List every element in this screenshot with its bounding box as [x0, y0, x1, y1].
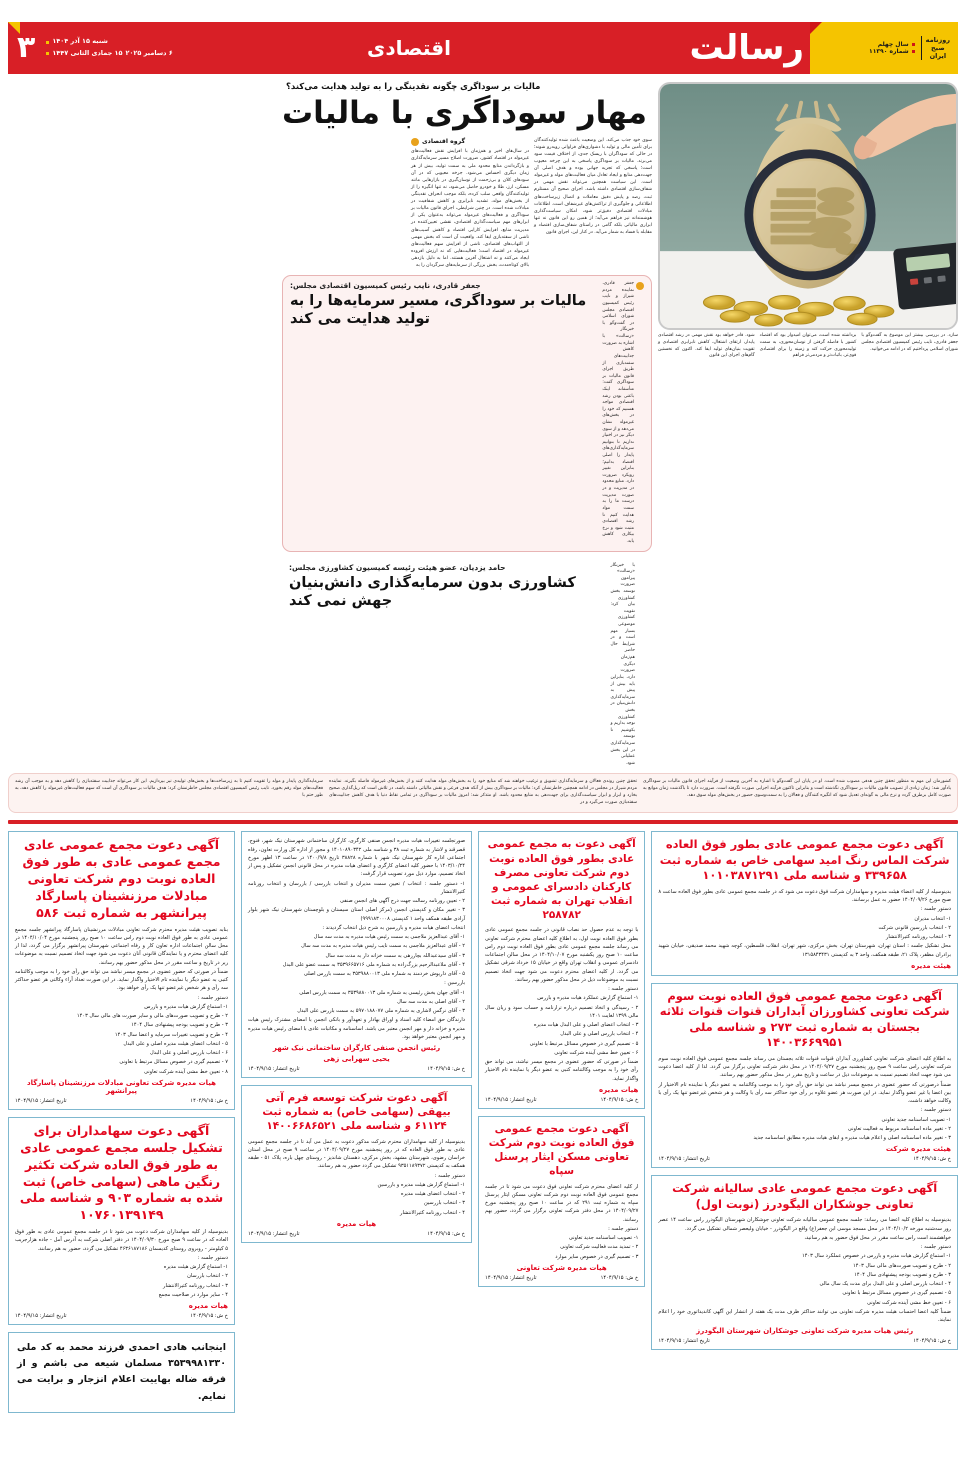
ad-title: آگهی دعوت شرکت توسعه فرم آتی بیهقی (سهامی خاص) به شماره ثبت ۶۱۱۲۴ و شناسه ملی ۱۴۰۰۶۶۸۶۵۲۱ [262, 1092, 451, 1133]
ad-date-published: تاریخ انتشار: ۱۴۰۴/۹/۱۵ [248, 1066, 300, 1073]
ad-paragraph: ۳ - تصمیم گیری در خصوص سایر موارد [555, 1253, 639, 1260]
ad-pasargad-piranshahr [8, 831, 235, 1110]
ad-paragraph: انتخاب اعضای هیات مدیره و بازرسین به شرح ذیل انتخاب گردیدند : [322, 924, 466, 931]
ad-body [248, 837, 465, 1041]
ad-signature: هیئت مدیره [911, 961, 951, 970]
ad-date-published: تاریخ انتشار: ۱۴۰۴/۹/۱۵ [14, 1097, 67, 1104]
bullet-icon [912, 43, 915, 46]
ad-paragraph: ۳ - آقای سیدعبدالله بچارزهی به سمت خزانه دار به مدت سه سال [325, 952, 466, 959]
ad-title: آگهی دعوت مجمع عمومی عادی سالیانه شرکت تعاونی جوشکاران الیگودرز (نوبت اول) [672, 1181, 938, 1211]
ad-paragraph: ۲ - طرح و تصویب صورت‌های مالی سال ۱۴۰۳ [852, 1262, 951, 1269]
masthead [8, 22, 958, 74]
ad-signature: رئیس انجمن صنفی کارگران ساختمانی نیک شهر [272, 1044, 441, 1053]
ad-paragraph: دستور جلسه : [920, 906, 951, 913]
ad-date-published: تاریخ انتشار: ۱۴۰۴/۹/۱۵ [485, 1274, 537, 1281]
quote-2-heading-block [289, 563, 604, 610]
classifieds-grid [8, 831, 958, 1412]
newspaper-page [0, 22, 966, 1462]
year-label: سال چهلم [877, 41, 909, 48]
bullet-circle-icon [636, 282, 644, 290]
quote-1-heading-block [290, 281, 596, 328]
quote-1-body-text: جعفر قادری، نماینده مردم شیراز و نایب رئیس کمیسیون اقتصادی مجلس شورای اسلامی در گفت‌وگو با خبرنگار «رسالت» با اشاره به ضرورت کاهش جذابیت‌های سفته‌بازی از طریق اجرای قانون مالیات بر سوداگری گفت: متأسفانه اینک باعثی بودن رشد اقتصادی مواجه هستیم که خود را در بخش‌های غیرمولد نشان می‌دهد و از سوی دیگر نیز در اختیار نداریم تا بتوانیم سرمایه‌گذاری‌های پایدار را اصلی اقتصاد بدانیم؛ بنابراین تغییر رویکرد ضرورت دارد. منابع محدود در مدیریت و در صورت مدیریت درست ما را به سمت مواد هدایت کنیم تا رشد اقتصادی مثبت شود و نرخ بیکاری کاهش یابد. [602, 281, 634, 544]
masthead-issue-block [810, 22, 958, 74]
quote-2-body-text: با خبرنگار «رسالت» پیرامون ضرورت توسعه بخش کشاورزی بیان کرد: تقویت کشاورزی موضوعی بسیار مهم است و در شرایط حال حاضر هم‌زمان دیگری ضرورت دارد، بنابراین باید بیش از پیش به سرمایه‌گذاری دانش‌بنیان در بخش کشاورزی توجه بداریم و بکوشیم تا توسعه سرمایه‌گذاری در این بخش عملیاتی شود. [610, 562, 635, 766]
ad-date-published: تاریخ انتشار: ۱۴۰۴/۹/۱۵ [485, 1096, 537, 1103]
strip-col-3: کشورمان این مهم به منظور تحقق چنین هدفی مصوب شده است. او در پایان این گفت‌وگو با اشاره به آخرین وضعیت از فرآیند اجرای قانون مالیات بر سوداگری یادآور شد: زمان زیادی از تصویب قانون مالیات بر سوداگری نگذشته است و بنابراین تاکنون فرآیند اجرایی صورت نگرفته است. ضرورت دارد تا باگذشت زمان موانع به صورت کامل برطرف گردد و نرخ مالی به گونه‌ای تعدیل شود که انگیزه کنندگان و فعالان را به سمت‌وسوی حضور در بخش‌های مولد سوق دهد. [643, 779, 951, 799]
ad-paragraph: دستور جلسه : [434, 1172, 466, 1179]
ad-paragraph: ۸ - تعیین خط مشی آینده شرکت تعاونی [143, 1068, 229, 1075]
ad-paragraph: دستور جلسه : [197, 994, 229, 1001]
ad-paragraph: بنابه تصویب هیئت مدیره محترم شرکت تعاونی مبادلات مرزنشینان پاسارگاد پیرانشهر جلسه مجمع عمومی عادی به طور فوق العاده نوبت دوم راس ساعت ۱۰ صبح روز پنجشنبه مورخ ۱۴۰۴/۱۰/۰۴ در محل سالن اجتماعات اداره تعاون کار و رفاه اجتماعی شهرستان پیرانشهر برگزار می گردد، لذا از کلیه اعضای محترم و یا نمایندگان قانونی آنان دعوت می شود جهت اتخاذ تصمیم نسبت به موضوعات زیر در تاریخ و ساعت مقرر در محل مذکور حضور بهم رسانند. [14, 926, 229, 966]
ad-paragraph: دارندگان حق امضاء کلیه اسناد و اوراق بهادار و تعهدآور و بانکی انجمن با امضای مشترک رئیس هیات مدیره و خزانه دار و مهر انجمن معتبر می باشد. اساسنامه و مکاتبات عادی با امضای رئیس هیات مدیره و مهر انجمن معتبر خواهد بود. [248, 1017, 466, 1040]
ad-paragraph: از کلیه اعضای محترم شرکت تعاونی فوق دعوت می شود تا در جلسه مجمع عمومی فوق العاده نوبت دوم شرکت تعاونی مسکن ایثار پرسنل سپاه به شماره ثبت ۲۹۱ که در ساعت ۱۰ صبح روز پنجشنبه مورخ ۱۴۰۴/۰۹/۲۷ در محل دفتر شرکت تعاونی برگزار می گردد، حضور بهم رسانند. [485, 1183, 639, 1223]
ad-almas-rang-omid [651, 831, 958, 976]
ad-dates [248, 1066, 465, 1072]
lead-kicker: مالیات بر سوداگری چگونه نقدینگی را به تولید هدایت می‌کند؟ [286, 82, 541, 92]
logo-line-3: ایران [929, 52, 947, 61]
ad-date-secondary: خ ش: ۱۴۰۴/۹/۱۵ [600, 1096, 639, 1103]
ad-paragraph: با توجه به عدم حصول حد نصاب قانونی در جلسه مجمع عمومی عادی بطور فوق العاده نوبت اول، به اطلاع کلیه اعضای محترم شرکت تعاونی می رساند جلسه مجمع عمومی عادی بطور فوق العاده نوبت دوم راس ساعت ۱۰ صبح روز یکشنبه مورخ ۱۴۰۴/۱۰/۰۷ در محل سالن اجتماعات دادسرای عمومی و انقلاب تهران واقع در خیابان ۱۵ خرداد شرقی تشکیل می گردد. از کلیه اعضای محترم دعوت می شود جهت اتخاذ تصمیم نسبت به موضوعات ذیل در محل مذکور حضور بهم رسانند. [485, 927, 639, 983]
ad-paragraph: ۶ - انتخاب بازرس اصلی و علی البدل [149, 1050, 229, 1057]
paper-logo-mini [921, 36, 950, 60]
ad-signature-name: یحیی سهرابی زهی [323, 1055, 390, 1064]
ad-paragraph: بدینوسیله به اطلاع کلیه اعضا می رساند: جلسه مجمع عمومی سالیانه شرکت تعاونی جوشکاران شهرستان الیگودرز راس ساعت ۱۴ عصر روز سه‌شنبه مورخه ۱۴۰۴/۱۰/۲ در محل مسجد موسی ابن جعفر(ع) واقع در الیگودرز - خیابان ولیعصر شمالی تشکیل می گردد. [658, 1217, 951, 1232]
ads-column-1 [651, 831, 958, 1350]
ad-dates [485, 1275, 638, 1281]
date-lunar: ۱۵ جمادی الثانی ۱۴۴۷ [52, 49, 123, 57]
ad-dates [485, 1097, 638, 1103]
ad-paragraph: ضمناً درصورتی که حضور عضوی در مجمع میسر نباشد می تواند حق رأی خود را به موجب وکالتنامه به عضو دیگر یا نماینده تام الاختیار از بین اعضا یا غیر عضو واگذار نماید. در این صورت هر عضو علاوه بر رأی خود حداکثر سه رأی با وکالت و هر شخص غیرعضو تنها یک رأی با وکالت خواهد داشت. [658, 1081, 951, 1105]
bullet-icon [46, 41, 49, 44]
ad-paragraph: ۳ - آقای نرگس لاشاری به شماره ملی ۵۹۷۰۱۸۸۰۷۷ به سمت بازرس علی البدل [297, 1008, 466, 1015]
ad-date-published: تاریخ انتشار: ۱۴۰۴/۹/۱۵ [658, 1338, 710, 1345]
ad-paragraph: ۴ - سایر موارد در صلاحیت مجمع [158, 1291, 229, 1298]
ad-paragraph: ۱- استماع گزارش عملکرد هیات مدیره و بازرس [537, 995, 639, 1002]
ad-takhsir-rangin-mahi [8, 1117, 235, 1325]
ad-body [248, 1138, 465, 1217]
ad-paragraph: ۶ - تعیین خط مشی آینده شرکت تعاونی [866, 1299, 951, 1306]
lead-body-col-2 [534, 137, 652, 269]
ad-paragraph: ۵ - انتخاب اعضای هیئت مدیره اصلی و علی البدل [123, 1040, 229, 1047]
lead-body-text-2: سوی خود جذب می‌کند. این وضعیت باعث شده تولیدکنندگان برای تأمین مالی و تولید با دشواری‌های فراوانی روبه‌رو شوند؛ در حالی که سوداگران با ریسک جدی، از اختلاف قیمت سود می‌برند. مالیات بر سوداگری پاسخی به این چرخه معیوب است؛ پاسخی که تجربه جهانی بوده و هدف اصلی آن جهت‌دهی منابع و ایجاد تعادل میان فعالیت‌های مولد و غیرمولد است. این سیاست همچنین می‌تواند نقش مهمی در شفاف‌سازی اقتصادی داشته باشد. اجرای صحیح آن مستلزم ثبت، رصد و پایش دقیق معاملات و اتصال زیرساخت‌های اطلاعاتی و جلوگیری از تراکنش‌های غیرشفاف است. اطلاعات مبادلات اقتصادی دقیق‌تر شود، امکان سیاست‌گذاری هوشمندانه نیز فراهم می‌آید؛ از همین رو این قانون نه تنها ابزاری مالیاتی بلکه گامی در راستای شفاف‌سازی اقتصاد و مقابله با فساد به شمار می‌آید. در کنار این، اجرای قانون [534, 137, 652, 236]
lead-headline: مهار سوداگری با مالیات [282, 95, 647, 131]
ad-date-secondary: خ ش: ۱۴۰۴/۹/۱۵ [427, 1066, 466, 1073]
ad-date-published: تاریخ انتشار: ۱۴۰۴/۹/۱۵ [248, 1230, 300, 1237]
ads-column-3 [241, 831, 472, 1243]
ad-paragraph: بدینوسیله از کلیه سهامداران شرکت دعوت می شود تا در جلسه مجمع عمومی عادی به طور فوق العاده که در ساعت ۹ صبح مورخ ۱۴۰۴/۰۹/۳۰ در دفتر اصلی شرکت به آدرس آمل - جاده هزارجریب ۵ کیلومتر - روبروی روستای کدیسمان ۴۶۳۶۱۸۷۱۸۶ تشکیل می گردد، حضور به هم رسانند. [14, 1229, 229, 1252]
ad-paragraph: ۳ - طرح و تصویب بودجه پیشنهادی سال ۱۴۰۴ [854, 1271, 951, 1278]
ad-signature: هیات مدیره [188, 1302, 229, 1311]
ad-paragraph: ۶ - تعیین خط مشی آینده شرکت تعاونی [554, 1049, 639, 1056]
ad-anjoman-nikshahr [241, 831, 472, 1078]
ad-paragraph: ضمناً در صورتی که حضور عضوی در مجمع میسر نباشد می تواند حق رأی خود را به موجب وکالتنامه کتبی به عضو دیگر یا نماینده تام الاختیار واگذار نماید. در این صورت تعداد آراء وکالتی هر عضو حداکثر سه رأی و هر شخص غیرعضو تنها یک رأی خواهد بود. [14, 968, 229, 992]
ad-paragraph: ۲ - آقای عبدالعزیز ملاجمی به سمت نایب رئیس هیات مدیره به مدت سه سال [301, 943, 466, 950]
ad-paragraph: ۳ - انتخاب روزنامه کثیرالانتشار [885, 934, 951, 941]
bullet-icon [46, 52, 49, 55]
ad-paragraph: ۲ - تعیین روزنامه رسالت جهت درج آگهی های انجمن صنفی [339, 898, 466, 905]
ad-paragraph: ۱- استماع گزارش هیئت مدیره [163, 1264, 229, 1271]
ad-paragraph: ۴ - انتخاب بازرس اصلی و علی البدل برای مدت یک سال مالی [819, 1281, 951, 1288]
ads-column-4 [8, 831, 235, 1412]
strip-col-1: سرمایه‌گذاری پایدار و مولد را تقویت کنیم تا به زیرساخت‌ها و بخش‌های تولیدی نیز بپردازیم. این کار می‌تواند جذابیت سفته‌بازی را کاهش دهد و به موجب آن رشد فعالیت‌های مولد رقم بخورد. نایب رئیس کمیسیون اقتصادی مجلس خاطرنشان کرد: هدف مالیات بر سوداگری آن است که سهم فعالیت‌های غیرمولد را کاهش دهد، به طور حتم با [15, 779, 323, 799]
ad-paragraph: ۱- آقای عبدالعزیز ملاجمی به سمت رئیس هیات مدیره به مدت سه سال [313, 934, 466, 941]
ad-paragraph: ۵ - تصمیم گیری در خصوص مسائل مرتبط با تعاونی [842, 1290, 951, 1297]
ad-signature: هیات مدیره [599, 1085, 639, 1094]
money-bag-illustration [660, 84, 956, 328]
ad-paragraph: ۲ - تغییر ماده اساسنامه مربوط به فعالیت تعاونی [847, 1125, 951, 1132]
ad-title: آگهی دعوت سهامداران برای تشکیل جلسه مجمع عمومی عادی به طور فوق العاده شرکت تکثیر رنگین ماهی (سهامی خاص) ثبت شده به شماره ۹۰۳ و شناسه ملی ۱۰۷۶۰۱۳۹۱۴۹ [19, 1122, 224, 1223]
ad-signature: هیات مدیره [336, 1219, 377, 1228]
ad-paragraph: ۲ - تمدید مدت فعالیت شرکت تعاونی [560, 1244, 639, 1251]
ad-paragraph: ۵ - تصمیم گیری در خصوص مسائل مرتبط با تعاونی [529, 1040, 639, 1047]
ad-date-secondary: خ ش: ۱۴۰۴/۹/۱۵ [913, 1338, 951, 1345]
page-number: ۳ [17, 30, 36, 65]
ad-paragraph: ۱- استماع گزارش هیئت مدیره و بازرسین [377, 1181, 466, 1188]
ad-abdaran-qanavat [651, 983, 958, 1169]
ad-paragraph: ۳ - تغییر ماده اساسنامه اصلی و اعلام هیات مدیره و ابقای هیات مدیره مطابق اساسنامه جدید [753, 1135, 951, 1142]
masthead-red-bar [8, 22, 810, 74]
ad-paragraph: ضمناً کلیه اعضا احتساب هیئت مدیره شرکت تعاونی می توانند حداکثر ظرف مدت یک هفته از انتشار این آگهی کاندیداتوری خود را اعلام نمایند. [658, 1308, 951, 1324]
ads-column-2 [478, 831, 645, 1286]
ad-paragraph: ۳ - انتخاب روزنامه کثیرالانتشار [162, 1282, 229, 1289]
ad-signature: رئیس هیات مدیره شرکت تعاونی جوشکاران شهرستان الیگودرز [696, 1327, 914, 1336]
ad-paragraph: بدینوسیله از کلیه اعضاء هیئت مدیره و سهامداران شرکت فوق دعوت می شود که در جلسه مجمع عمومی عادی بطور فوق العاده ساعت ۸ صبح مورخ ۱۴۰۴/۰۹/۲۶ حضور به عمل برسانند. [658, 888, 951, 904]
caption-col-2: برداشته شده است، می‌توان امیدوار بود که اقتصاد کشور با فاصله گرفتن از نوسان‌محوری، به سمت تولیدمحوری حرکت کند و زمینه را برای اقتصادی قوی‌تر، باثبات‌تر و مردمی‌تر فراهم [759, 333, 857, 359]
ad-paragraph: ۷ - تصمیم گیری در خصوص مسائل مرتبط با تعاونی [119, 1059, 229, 1066]
ad-date-secondary: خ ش: ۱۴۰۴/۹/۱۵ [427, 1230, 466, 1237]
ad-paragraph: ۱- استماع گزارش هیات مدیره و بازرس در خصوص عملکرد سال ۱۴۰۳ [801, 1253, 951, 1260]
quote-1-attribution: جعفر قادری، نایب رئیس کمیسیون اقتصادی مجلس: [290, 281, 481, 291]
ad-dates [658, 1156, 951, 1162]
ad-paragraph: ۱- انتخاب مدیران [914, 915, 951, 922]
ad-paragraph: دستور جلسه : [920, 1107, 951, 1114]
ad-dates [15, 1098, 228, 1104]
ad-paragraph: ۳ - تغییر مکان و کدپستی انجمن (مرکز اصلی استان سیستان و بلوچستان شهرستان نیک شهر بلوار آزادی طبقه همکف واحد ۱ کدپستی ۹۹۹۱۸۳۰۰۰۸) [248, 907, 466, 922]
ad-paragraph: ۲ - انتخاب بازرسین قانونی شرکت [878, 924, 951, 931]
ad-date-secondary: خ ش: ۱۴۰۴/۹/۱۵ [913, 1156, 951, 1163]
ad-joushkaran-aligudarz [651, 1175, 958, 1350]
date-gregorian: ۶ دسامبر ۲۰۲۵ [125, 49, 173, 57]
quote-1-body [602, 281, 644, 545]
ad-paragraph: دستور جلسه : [197, 1254, 229, 1261]
ad-title: آگهی دعوت مجمع عمومی عادی مجمع عمومی عادی به طور فوق العاده نوبت دوم شرکت تعاونی مبادلات مرزنشینان پاسارگاد پیرانشهر به شماره ثبت ۵۸۶ [22, 837, 221, 920]
group-tag-label: گروه اقتصادی [422, 137, 466, 145]
quote-2-headline: کشاورزی بدون سرمایه‌گذاری دانش‌بنیان جهش نمی کند [289, 574, 576, 609]
logo-line-1: روزنامه [925, 35, 950, 44]
ad-title: آگهی دعوت به مجمع عمومی عادی بطور فوق العاده نوبت دوم شرکت تعاونی مصرف کارکنان دادسرای عمومی و انقلاب تهران به شماره ثبت ۲۵۸۷۸۲ [487, 838, 636, 922]
quote-box-qaderi [282, 275, 652, 551]
ad-signature: هیات مدیره شرکت تعاونی مبادلات مرزنشینان پاسارگاد پیرانشهر [26, 1078, 216, 1095]
lead-photo [658, 82, 958, 330]
quote-2-body [610, 563, 645, 768]
logo-line-2: صبح [931, 43, 945, 52]
caption-col-1: شود. قادر خواهد بود نقش مهمی در رشد اقتصادی پایدار، ارتقای اشتغال، کاهش نابرابری اقتصادی و تقویت بنیان‌های تولید ایفا کند. اکنون که نخستین گام‌های اجرای این قانون [657, 333, 755, 359]
ad-body [485, 1183, 638, 1261]
ad-paragraph: ۲ - طرح و تصویب صورت‌های مالی و سایر صورت های مالی سال ۱۴۰۳ [76, 1013, 229, 1020]
ad-beyhaghi [241, 1085, 472, 1243]
ad-paragraph: ۴ - طرح و تصویب تغییرات سرمایه و اعضا سال ۱۴۰۳ [114, 1031, 229, 1038]
ad-dates [248, 1231, 465, 1237]
ad-paragraph: ۱- دستور جلسه : انتخاب / تعیین سمت مدیران و انتخاب بازرسی / بازرسان و انتخاب روزنامه کثیرالانتشار [248, 880, 466, 895]
ad-paragraph: به اطلاع کلیه اعضای شرکت تعاونی کشاورزی آبداران قنوات قنوات ثلاثه بجستان می رساند جلسه مجمع عمومی فوق العاده نوبت سوم شرکت تعاونی راس ساعت ۹ صبح روز پنجشنبه مورخ ۱۴۰۴/۰۹/۲۷ در محل دفتر شرکت تعاونی برگزار می گردد. لذا از کلیه اعضا دعوت می شود جهت اتخاذ تصمیم نسبت به موضوعات ذیل در ساعت و تاریخ مقرر در محل مذکور حضور بهم رسانند. [658, 1055, 952, 1079]
ad-title: آگهی دعوت مجمع عمومی عادی بطور فوق العاده شرکت الماس رنگ امید سهامی خاص به شماره ثبت ۳۳۹۶۵۸ و شناسه ملی ۱۰۱۰۳۸۷۱۲۹۱ [659, 837, 950, 883]
ad-body [658, 1216, 951, 1324]
lead-article [8, 82, 958, 767]
ad-paragraph: ۴ - آقای ملاعبدالرحیم بزرگ‌زاده به شماره ملی ۳۵۳۹۶۶۵۷۱۶ به سمت عضو علی البدل [282, 961, 466, 968]
ad-title: آگهی دعوت مجمع عمومی فوق العاده نوبت سوم شرکت تعاونی کشاورزان آبداران قنوات قنوات ثلاثه بجستان به شماره ثبت ۲۷۳ و شناسه ملی ۱۴۰۰۳۶۶۹۹۵۱ [659, 988, 950, 1050]
ad-paragraph: ۳ - انتخاب بازرسین [424, 1200, 466, 1207]
bullet-circle-icon [411, 138, 419, 146]
corner-accent [810, 22, 822, 34]
disavowal-text: اینجانب هادی احمدی فرزند محمد به کد ملی ۳۵۳۹۹۸۱۳۳۰ مسلمان شیعه می باشم و از فرقه ضاله بهاییت اعلام انزجار و برایت می نمایم. [16, 1342, 227, 1402]
lead-continuation-strip [8, 773, 958, 813]
ad-maskan-isar-sepah [478, 1116, 645, 1287]
ad-title: آگهی دعوت مجمع عمومی فوق العاده نوبت دوم شرکت تعاونی مسکن ایثار پرسنل سپاه [488, 1122, 635, 1178]
section-title: اقتصادی [367, 36, 451, 60]
ad-body [658, 1055, 951, 1143]
corner-accent [8, 22, 20, 34]
strip-col-2: تحقق چنین روندی فعالان و سرمایه‌گذاری تشویق و ترغیب خواهند شد که منابع خود را به بخش‌های مولد هدایت کنند و از بخش‌های غیرمولد فاصله بگیرند. نماینده مردم شیراز در مجلس در ادامه همچنین خاطرنشان کرد: مالیات بر سوداگری بیش از آنکه هدف فرعی و نقش مالیاتی داشته باشد، در تلاش است که ریل‌گذاری صحیح بخارد و ابزار و ابزار سیاست‌گذاری برای جهت‌دهی به منابع محدود باشد. او متذکر شد: امروز مالیات بر سوداگری در تمامی نقاط دنیا با هدف کاهش جذابیت‌های سفته‌بازی صورت می‌گیرد و در [329, 779, 637, 806]
ad-paragraph: ضمناً در صورتی که حضور عضوی در مجمع میسر نباشد، می تواند حق رأی خود را به موجب وکالتنامه کتبی به عضو دیگر یا نماینده تام الاختیار واگذار نماید. [485, 1059, 639, 1082]
ad-date-published: تاریخ انتشار: ۱۴۰۴/۹/۱۵ [14, 1313, 67, 1320]
lead-photo-caption [658, 333, 958, 360]
ad-paragraph: ۲ - رسیدگی و اتخاذ تصمیم درباره ترازنامه و حساب سود و زیان سال مالی ۱۳۹۹ لغایت ۱۴۰۱ [485, 1004, 639, 1019]
ad-date-secondary: خ ش: ۱۴۰۴/۹/۱۵ [600, 1274, 639, 1281]
masthead-dates [46, 36, 172, 59]
ad-date-secondary: خ ش: ۱۴۰۴/۹/۱۵ [190, 1313, 229, 1320]
lead-body-text-1: در سال‌های اخیر و هم‌زمان با افزایش نقش فعالیت‌های غیرمولد در اقتصاد کشور، ضرورت اصلاح مسیر سرمایه‌گذاری و بازگرداندن منابع محدود ملی به سمت تولید، بیش از هر زمان دیگری احساس می‌شود. جرخه معیوبی که در آن سودهای کلان و بی‌زحمت از نوسان‌گیری در بازارهایی مانند مسکن، ارز، طلا و خودرو حاصل می‌شود، نه تنها انگیزه را از تولیدکنندگان واقعی سلب کرده، بلکه موجب انحراف نقدینگی از بخش‌های مولد، تشدید نابرابری و کاهش شفافیت در مبادلات شده است. در چنین شرایطی، اجرای قانون مالیات بر سوداگری و فعالیت‌های غیرمولد می‌تواند به‌عنوان یکی از ابزارهای مهم سیاست‌گذاری اقتصادی، نقشی تعیین‌کننده در مدیریت منابع، افزایش کارایی اقتصاد و کاهش آسیب‌های ناشی از سفته‌بازی ایفا کند. واقعیت آن است که بخش مهمی از التهاب‌های اقتصادی، ناشی از افزایش سهم فعالیت‌های غیرمولد در اقتصاد است؛ فعالیت‌هایی که نه ارزش افزوده ایجاد می‌کنند و نه اشتغال آفرین هستند. اما به دلیل بازدهی بالای کوتاه‌مدت، بخش بزرگی از سرمایه‌های سرگردان را به [411, 149, 529, 269]
ad-paragraph: دستور جلسه : [608, 1225, 639, 1232]
ad-paragraph: ۱- آقای جهان بخش رئیسی به شماره ملی ۳۵۳۹۸۸۰۰۱۳ به سمت بازرس اصلی [299, 989, 466, 996]
ad-paragraph: ۳ - انتخاب اعضای اصلی و علی البدل هیات مدیره [533, 1022, 639, 1029]
date-solar: شنبه ۱۵ آذر ۱۴۰۴ [52, 37, 108, 46]
ad-paragraph: ۴ - انتخاب روزنامه کثیرالانتشار [400, 1209, 466, 1216]
lead-photo-block [658, 82, 958, 767]
group-tag [411, 137, 529, 147]
ad-body [485, 926, 638, 1083]
ad-paragraph: ۵ - آقای داریوش خردمند به شماره ملی ۳۵۳۹۸۸۰۰۱۳ به سمت بازرس اصلی [303, 971, 466, 978]
ad-body [658, 888, 951, 959]
ad-paragraph: ۴ - انتخاب بازرس اصلی و علی البدل [560, 1031, 639, 1038]
issue-label: شماره ۱۱۳۹۰ [869, 48, 909, 55]
ad-body [15, 1228, 228, 1299]
ad-dates [658, 1338, 951, 1344]
ad-body [15, 926, 228, 1076]
section-divider [8, 820, 958, 824]
ad-paragraph: ۱- تصویب اساسنامه جدید تعاونی [881, 1116, 951, 1123]
ad-paragraph: ۲ - آقای اصلی به مدت سه سال [397, 998, 466, 1005]
ad-paragraph: ۱- تصویب اساسنامه جدید تعاونی [568, 1235, 639, 1242]
caption-col-3: سازد. در بررسی بیشتر این موضوع به گفت‌وگو با جعفر قادری، نایب رئیس کمیسیون اقتصادی مجلس شورای اسلامی پرداختیم که در ادامه می‌خوانید. [861, 333, 958, 352]
ad-paragraph: بازرسین : [444, 980, 466, 987]
ad-paragraph: ۱- استماع گزارش هیات مدیره و بازرس [144, 1003, 229, 1010]
ad-paragraph: ۳ - طرح و تصویب بودجه پیشنهادی سال ۱۴۰۴ [131, 1022, 229, 1029]
ad-paragraph: بدینوسیله از کلیه سهامداران محترم شرکت مذکور دعوت به عمل می آید تا در جلسه مجمع عمومی عادی به طور فوق العاده که در روز پنجشنبه مورخ ۱۴۰۴/۰۹/۲۷ در ساعت ۹ صبح در محل استان خراسان رضوی، شهرستان مشهد، بخش مرکزی، دهستان شاندیز - روستای چهل بازه، پلاک ۵۱ - طبقه همکف به کدپستی ۹۳۵۱۱۸۹۳۷۲ تشکیل می گردد حضور به هم رسانند. [248, 1138, 466, 1170]
ad-paragraph: ۲ - انتخاب اعضای هیئت مدیره [400, 1191, 466, 1198]
quote-2-attribution: حامد یزدیان، عضو هیئت رئیسه کمیسیون کشاورزی مجلس: [289, 562, 506, 572]
ad-date-secondary: خ ش: ۱۴۰۴/۹/۱۵ [190, 1097, 229, 1104]
quote-box-yazdian [282, 558, 652, 768]
paper-title: رسالت [689, 28, 804, 68]
bullet-icon [912, 50, 915, 53]
ad-paragraph: دستور جلسه : [608, 986, 639, 993]
ad-paragraph: محل تشکیل جلسه : استان تهران، شهرستان تهران، بخش مرکزی، شهر تهران، انقلاب فلسطین، کوچه شهید محمد صدیقی، خیابان شهید برادران مظفر، پلاک ۲۱، طبقه همکف، واحد ۳ به کدپستی ۱۳۱۵۸۴۳۴۳۱ [658, 943, 951, 958]
ad-paragraph: خواهشمند است راس ساعت مقرر در محل فوق حضور به هم رسانید، [804, 1234, 951, 1241]
ad-paragraph: صورتجلسه تغییرات هیات مدیره انجمن صنفی کارگری، کارگران ساختمانی شهرستان نیک شهر، فنوج، قصرقند و لاشار به شماره ثبت ۳۸ و شناسه ملی ۱۴۰۱۰۸۹۰۳۴۲ و مجوز از اداره کل وزارت تعاون، رفاه اجتماعی اداره کار شهرستان نیک شهر با شماره ۳۸۸۲۸ تاریخ ۱۴۰۰/۹/۸ در ساعت ۱۳ اظهر مورخ ۱۴۰۳/۱۰/۲۴ با حضور کلیه اعضای کارگری و اعضای هیات مدیره در محل قانونی انجمن تشکیل و پس از اتخاذ تصمیم، موارد ذیل مورد تصویب قرار گرفت: [248, 838, 466, 878]
quote-1-headline: مالیات بر سوداگری، مسیر سرمایه‌ها را به تولید هدایت می کند [290, 293, 587, 328]
ad-dadsara-tehran [478, 831, 645, 1109]
ad-paragraph: دستور جلسه : [920, 1244, 951, 1251]
ad-disavowal [8, 1332, 235, 1413]
ad-paragraph: ۲ - انتخاب بازرسان [187, 1273, 229, 1280]
ad-date-published: تاریخ انتشار: ۱۴۰۴/۹/۱۵ [658, 1156, 710, 1163]
lead-body-col-1 [411, 137, 529, 269]
ad-signature: هیات مدیره شرکت تعاونی [516, 1263, 607, 1272]
lead-text-block [282, 82, 652, 767]
ad-signature: هیئت مدیره شرکت [885, 1145, 951, 1154]
ad-dates [15, 1313, 228, 1319]
